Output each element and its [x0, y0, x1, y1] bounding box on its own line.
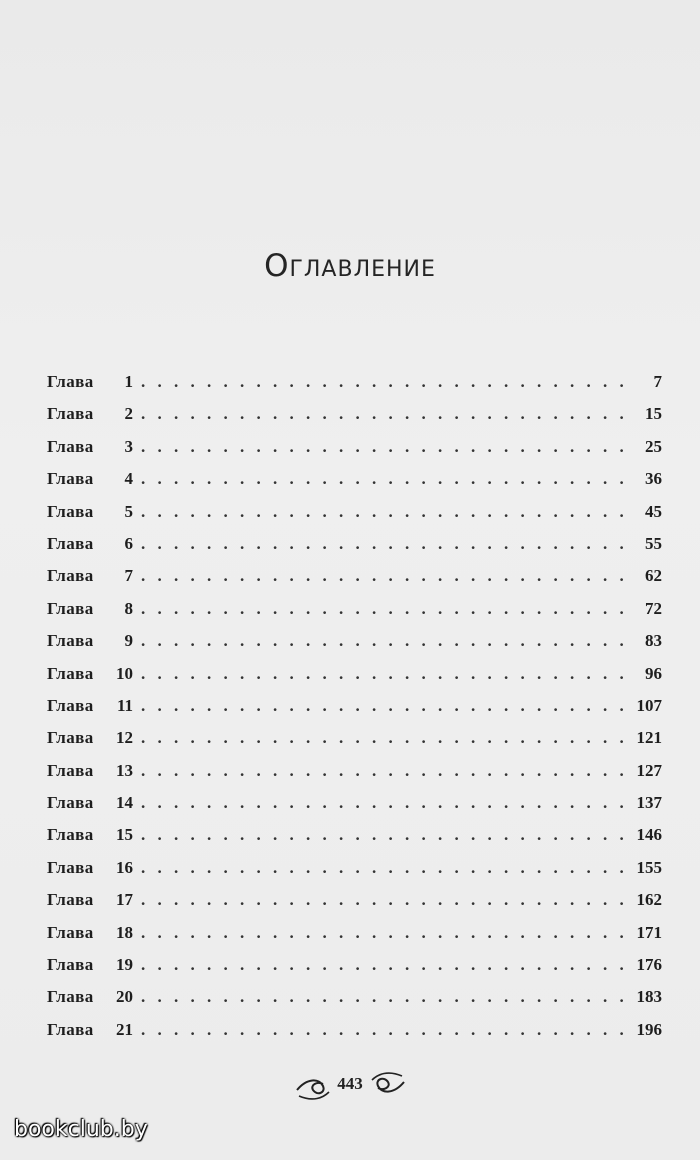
chapter-number: 5 — [124, 501, 133, 521]
chapter-word: Глава — [47, 663, 94, 683]
chapter-number: 17 — [116, 890, 133, 910]
toc-entry — [47, 631, 662, 663]
chapter-page: 155 — [636, 857, 662, 877]
toc-entry — [47, 534, 662, 566]
dot-leader — [141, 858, 626, 878]
chapter-number: 4 — [124, 469, 133, 489]
chapter-word: Глава — [47, 631, 94, 651]
chapter-word: Глава — [47, 566, 94, 586]
chapter-number: 3 — [124, 436, 133, 456]
toc-entry — [47, 955, 662, 987]
chapter-page: 15 — [645, 404, 662, 424]
dot-leader — [141, 955, 626, 975]
chapter-word: Глава — [47, 987, 94, 1007]
chapter-number: 21 — [116, 1019, 133, 1039]
dot-leader — [141, 469, 626, 489]
toc-entry — [47, 437, 662, 469]
chapter-number: 8 — [124, 598, 133, 618]
toc-entry — [47, 664, 662, 696]
toc-entry — [47, 696, 662, 728]
toc-entry — [47, 825, 662, 857]
chapter-page: 62 — [645, 566, 662, 586]
toc-entry — [47, 858, 662, 890]
chapter-word: Глава — [47, 436, 94, 456]
chapter-word: Глава — [47, 955, 94, 975]
chapter-number: 9 — [124, 631, 133, 651]
chapter-number: 15 — [116, 825, 133, 845]
chapter-page: 45 — [645, 501, 662, 521]
chapter-page: 137 — [636, 793, 662, 813]
chapter-word: Глава — [47, 890, 94, 910]
chapter-word: Глава — [47, 404, 94, 424]
chapter-word: Глава — [47, 469, 94, 489]
toc-entry — [47, 793, 662, 825]
dot-leader — [141, 761, 626, 781]
chapter-page: 55 — [645, 533, 662, 553]
chapter-number: 13 — [116, 760, 133, 780]
chapter-page: 25 — [645, 436, 662, 456]
chapter-word: Глава — [47, 760, 94, 780]
chapter-word: Глава — [47, 857, 94, 877]
chapter-word: Глава — [47, 922, 94, 942]
page-title: Оглавление — [264, 248, 436, 284]
chapter-word: Глава — [47, 825, 94, 845]
chapter-page: 121 — [636, 728, 662, 748]
chapter-number: 19 — [116, 955, 133, 975]
chapter-word: Глава — [47, 695, 94, 715]
dot-leader — [141, 631, 626, 651]
chapter-page: 183 — [636, 987, 662, 1007]
chapter-page: 96 — [645, 663, 662, 683]
chapter-word: Глава — [47, 728, 94, 748]
toc-entry — [47, 599, 662, 631]
toc-entry — [47, 469, 662, 501]
chapter-number: 14 — [116, 793, 133, 813]
page-number: 443 — [337, 1074, 363, 1093]
dot-leader — [141, 534, 626, 554]
chapter-number: 18 — [116, 922, 133, 942]
chapter-page: 171 — [636, 922, 662, 942]
chapter-word: Глава — [47, 793, 94, 813]
chapter-number: 1 — [124, 372, 133, 391]
dot-leader — [141, 599, 626, 619]
chapter-page: 196 — [636, 1019, 662, 1039]
chapter-word: Глава — [47, 1019, 94, 1039]
chapter-page: 162 — [636, 890, 662, 910]
dot-leader — [141, 664, 626, 684]
chapter-number: 2 — [124, 404, 133, 424]
dot-leader — [141, 890, 626, 910]
chapter-page: 146 — [636, 825, 662, 845]
toc-entry — [47, 728, 662, 760]
table-of-contents — [47, 372, 662, 1052]
chapter-number: 7 — [124, 566, 133, 586]
dot-leader — [141, 793, 626, 813]
toc-entry — [47, 923, 662, 955]
dot-leader — [141, 1020, 626, 1040]
watermark: bookclub.by — [14, 1117, 148, 1142]
toc-entry — [47, 987, 662, 1019]
chapter-number: 11 — [116, 695, 133, 715]
dot-leader — [141, 728, 626, 748]
dot-leader — [141, 696, 626, 716]
chapter-page: 72 — [645, 598, 662, 618]
chapter-page: 176 — [636, 955, 662, 975]
chapter-page: 127 — [636, 760, 662, 780]
dot-leader — [141, 404, 626, 424]
toc-entry — [47, 566, 662, 598]
chapter-word: Глава — [47, 598, 94, 618]
chapter-page: 107 — [636, 695, 662, 715]
toc-entry — [47, 761, 662, 793]
dot-leader — [141, 566, 626, 586]
chapter-word: Глава — [47, 501, 94, 521]
chapter-page: 7 — [653, 372, 662, 391]
dot-leader — [141, 987, 626, 1007]
chapter-number: 6 — [124, 533, 133, 553]
dot-leader — [141, 372, 626, 392]
chapter-page: 83 — [645, 631, 662, 651]
chapter-number: 10 — [116, 663, 133, 683]
toc-entry — [47, 404, 662, 436]
dot-leader — [141, 923, 626, 943]
chapter-word: Глава — [47, 372, 94, 391]
chapter-number: 12 — [116, 728, 133, 748]
toc-entry — [47, 890, 662, 922]
toc-entry — [47, 372, 662, 404]
toc-entry — [47, 502, 662, 534]
toc-entry — [47, 1020, 662, 1052]
chapter-number: 20 — [116, 987, 133, 1007]
chapter-word: Глава — [47, 533, 94, 553]
dot-leader — [141, 437, 626, 457]
dot-leader — [141, 502, 626, 522]
chapter-number: 16 — [116, 857, 133, 877]
dot-leader — [141, 825, 626, 845]
chapter-page: 36 — [645, 469, 662, 489]
